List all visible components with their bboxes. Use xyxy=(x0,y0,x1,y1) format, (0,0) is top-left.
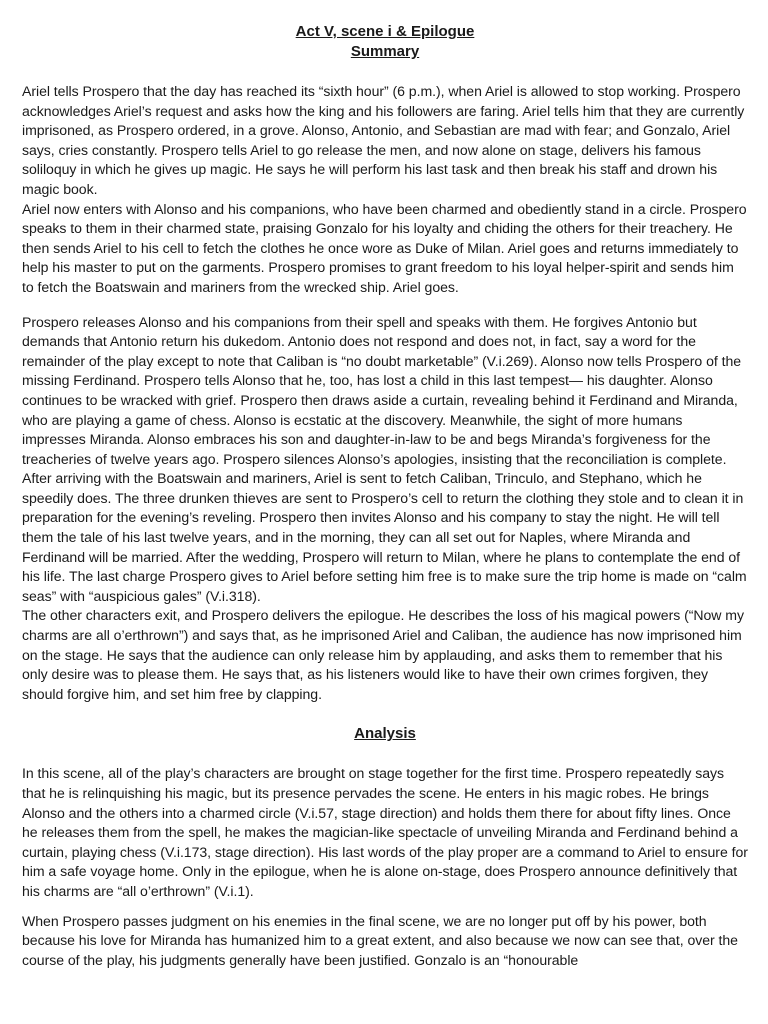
document-title: Act V, scene i & Epilogue xyxy=(295,23,475,40)
summary-paragraph: Ariel now enters with Alonso and his companions, who have been charmed and obediently stand in a circle. Prospero speaks to them in their charmed state, praising Gonzalo for his loyalty and chiding the others for their treachery. He then sends Ariel to his cell to fetch the clothes he once wore as Duke of Milan. Ariel goes and returns immediately to help his master to put on the garments. Prospero promises to grant freedom to his loyal helper-spirit and sends him to fetch the Boatswain and mariners from the wrecked ship. Ariel goes. xyxy=(22,200,747,295)
analysis-paragraph: When Prospero passes judgment on his enemies in the final scene, we are no longer put off by his power, both because his love for Miranda has humanized him to a great extent, and also because we now can see that, over the course of the play, his judgments generally have been justified. Gonzalo is an “honourable xyxy=(22,912,738,968)
analysis-paragraph: In this scene, all of the play’s characters are brought on stage together for the first time. Prospero repeatedly says that he is relinquishing his magic, but its presence pervades the scene. He enters in his magic robes. He brings Alonso and the others into a charmed circle (V.i.57, stage direction) and holds them there for about fifty lines. Once he releases them from the spell, he makes the magician-like spectacle of unveiling Miranda and Ferdinand behind a curtain, playing chess (V.i.173, stage direction). His last words of the play proper are a command to Ariel to ensure for him a safe voyage home. Only in the epilogue, when he is alone on-stage, does Prospero announce definitively that his charms are “all o’erthrown” (V.i.1). xyxy=(22,765,748,899)
summary-heading: Summary xyxy=(350,43,420,60)
summary-paragraph: After arriving with the Boatswain and mariners, Ariel is sent to fetch Caliban, Trinculo, and Stephano, which he speedily does. The three drunken thieves are sent to Prospero’s cell to return the clothing they stole and to clean it in preparation for the evening’s reveling. Prospero then invites Alonso and his company to stay the night. He will tell them the tale of his last twelve years, and in the morning, they can all set out for Naples, where Miranda and Ferdinand will be married. After the wedding, Prospero will return to Milan, where he plans to contemplate the end of his life. The last charge Prospero gives to Ariel before setting him free is to make sure the trip home is made on “calm seas” with “auspicious gales” (V.i.318). xyxy=(22,470,747,604)
document-page xyxy=(22,22,748,970)
analysis-heading: Analysis xyxy=(354,725,416,743)
summary-paragraph: Prospero releases Alonso and his companions from their spell and speaks with them. He forgives Antonio but demands that Antonio return his dukedom. Antonio does not respond and does not, in fact, say a word for the remainder of the play except to note that Caliban is “no doubt marketable” (V.i.269). Alonso now tells Prospero of the missing Ferdinand. Prospero tells Alonso that he, too, has lost a child in this last tempest— his daughter. Alonso continues to be wracked with grief. Prospero then draws aside a curtain, revealing behind it Ferdinand and Miranda, who are playing a game of chess. Alonso is ecstatic at the discovery. Meanwhile, the sight of more humans impresses Miranda. Alonso embraces his son and daughter-in-law to be and begs Miranda’s forgiveness for the treacheries of twelve years ago. Prospero silences Alonso’s apologies, insisting that the reconciliation is complete. xyxy=(22,313,742,467)
summary-paragraph: The other characters exit, and Prospero delivers the epilogue. He describes the loss of his magical powers (“Now my charms are all o’erthrown”) and says that, as he imprisoned Ariel and Caliban, the audience has now imprisoned him on the stage. He says that the audience can only release him by applauding, and asks them to remember that his only desire was to please them. He says that, as his listeners would like to have their own crimes forgiven, they should forgive him, and set him free by clapping. xyxy=(22,607,744,702)
summary-paragraph: Ariel tells Prospero that the day has reached its “sixth hour” (6 p.m.), when Ariel is allowed to stop working. Prospero acknowledges Ariel’s request and asks how the king and his followers are faring. Ariel tells him that they are currently imprisoned, as Prospero ordered, in a grove. Alonso, Antonio, and Sebastian are mad with fear; and Gonzalo, Ariel says, cries constantly. Prospero tells Ariel to go release the men, and now alone on stage, delivers his famous soliloquy in which he gives up magic. He says he will perform his last task and then break his staff and drown his magic book. xyxy=(22,83,745,197)
